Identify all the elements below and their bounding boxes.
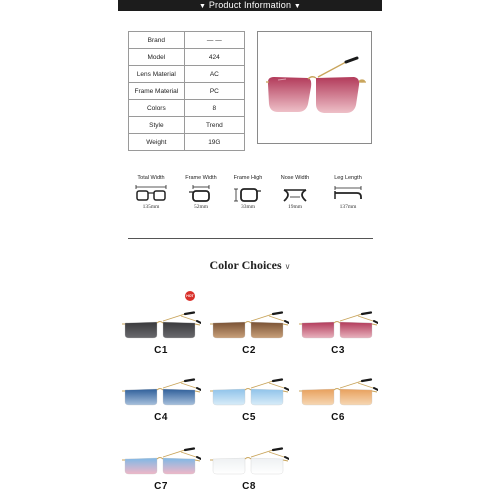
glasses-slot <box>121 311 201 341</box>
spec-row-frame-material <box>129 83 245 100</box>
dimension-value: 135mm <box>142 204 160 210</box>
spec-value: 8 <box>184 100 244 117</box>
glasses-slot <box>209 311 289 341</box>
banner-left-marker: ▼ <box>198 3 207 10</box>
spec-row-style <box>129 117 245 134</box>
banner-right-marker: ▼ <box>293 3 302 10</box>
color-option-c8[interactable] <box>209 447 289 492</box>
glasses-slot <box>209 447 289 477</box>
spec-value: — — <box>184 32 244 49</box>
color-option-c3[interactable] <box>298 311 378 356</box>
dimension-label: Frame Width <box>185 175 217 181</box>
nose-width-icon <box>278 184 312 202</box>
section-divider <box>128 238 373 239</box>
color-code: C1 <box>154 345 168 356</box>
color-option-c7[interactable] <box>121 447 201 492</box>
spec-value: 424 <box>184 49 244 66</box>
dimension-frame-high <box>223 175 273 210</box>
spec-row-lens-material <box>129 66 245 83</box>
spec-row-brand <box>129 32 245 49</box>
spec-value: AC <box>184 66 244 83</box>
spec-row-colors <box>129 100 245 117</box>
spec-label: Lens Material <box>129 66 185 83</box>
chevron-down-icon: ∨ <box>284 262 291 271</box>
dimension-total-width <box>126 175 176 210</box>
color-option-c6[interactable] <box>298 378 378 423</box>
glasses-slot <box>121 378 201 408</box>
color-code: C4 <box>154 412 168 423</box>
product-photo <box>257 31 372 144</box>
total-width-icon <box>134 184 168 202</box>
frame-width-icon <box>184 184 218 202</box>
dimension-frame-width <box>176 175 226 210</box>
dimension-value: 52mm <box>193 204 209 210</box>
spec-row-model <box>129 49 245 66</box>
banner-title: Product Information <box>208 0 292 10</box>
spec-value: Trend <box>184 117 244 134</box>
color-option-c1[interactable] <box>121 311 201 356</box>
dimension-label: Frame High <box>233 175 263 181</box>
color-code: C2 <box>242 345 256 356</box>
spec-label: Colors <box>129 100 185 117</box>
color-code: C6 <box>331 412 345 423</box>
spec-label: Style <box>129 117 185 134</box>
glasses-slot <box>121 447 201 477</box>
color-code: C8 <box>242 481 256 492</box>
dimension-nose-width <box>270 175 320 210</box>
glasses-slot <box>298 311 378 341</box>
sunglasses-icon <box>121 378 201 408</box>
dimension-label: Leg Length <box>334 175 362 181</box>
spec-label: Weight <box>129 134 185 151</box>
spec-label: Brand <box>129 32 185 49</box>
color-option-c4[interactable] <box>121 378 201 423</box>
dimension-label: Nose Width <box>280 175 310 181</box>
dimension-value: 33mm <box>240 204 256 210</box>
dimension-value: 19mm <box>287 204 303 210</box>
sunglasses-icon <box>209 447 289 477</box>
sunglasses-icon <box>209 378 289 408</box>
sunglasses-photo-icon <box>258 32 371 143</box>
sunglasses-icon <box>121 311 201 341</box>
color-option-c2[interactable] <box>209 311 289 356</box>
glasses-slot <box>209 378 289 408</box>
spec-label: Frame Material <box>129 83 185 100</box>
leg-length-icon <box>331 184 365 202</box>
sunglasses-icon <box>121 447 201 477</box>
frame-high-icon <box>231 184 265 202</box>
product-info-banner <box>118 0 382 11</box>
dimension-leg-length <box>323 175 373 210</box>
dimension-value: 137mm <box>339 204 357 210</box>
spec-value: 19G <box>184 134 244 151</box>
glasses-slot <box>298 378 378 408</box>
color-code: C7 <box>154 481 168 492</box>
sunglasses-icon <box>298 311 378 341</box>
color-choices-title <box>0 258 500 273</box>
spec-label: Model <box>129 49 185 66</box>
dimension-label: Total Width <box>137 175 165 181</box>
color-option-c5[interactable] <box>209 378 289 423</box>
spec-table <box>128 31 245 151</box>
color-code: C5 <box>242 412 256 423</box>
sunglasses-icon <box>298 378 378 408</box>
sunglasses-icon <box>209 311 289 341</box>
hot-badge: HOT <box>185 291 195 301</box>
color-code: C3 <box>331 345 345 356</box>
color-choices-heading: Color Choices <box>209 258 282 272</box>
spec-row-weight <box>129 134 245 151</box>
spec-value: PC <box>184 83 244 100</box>
